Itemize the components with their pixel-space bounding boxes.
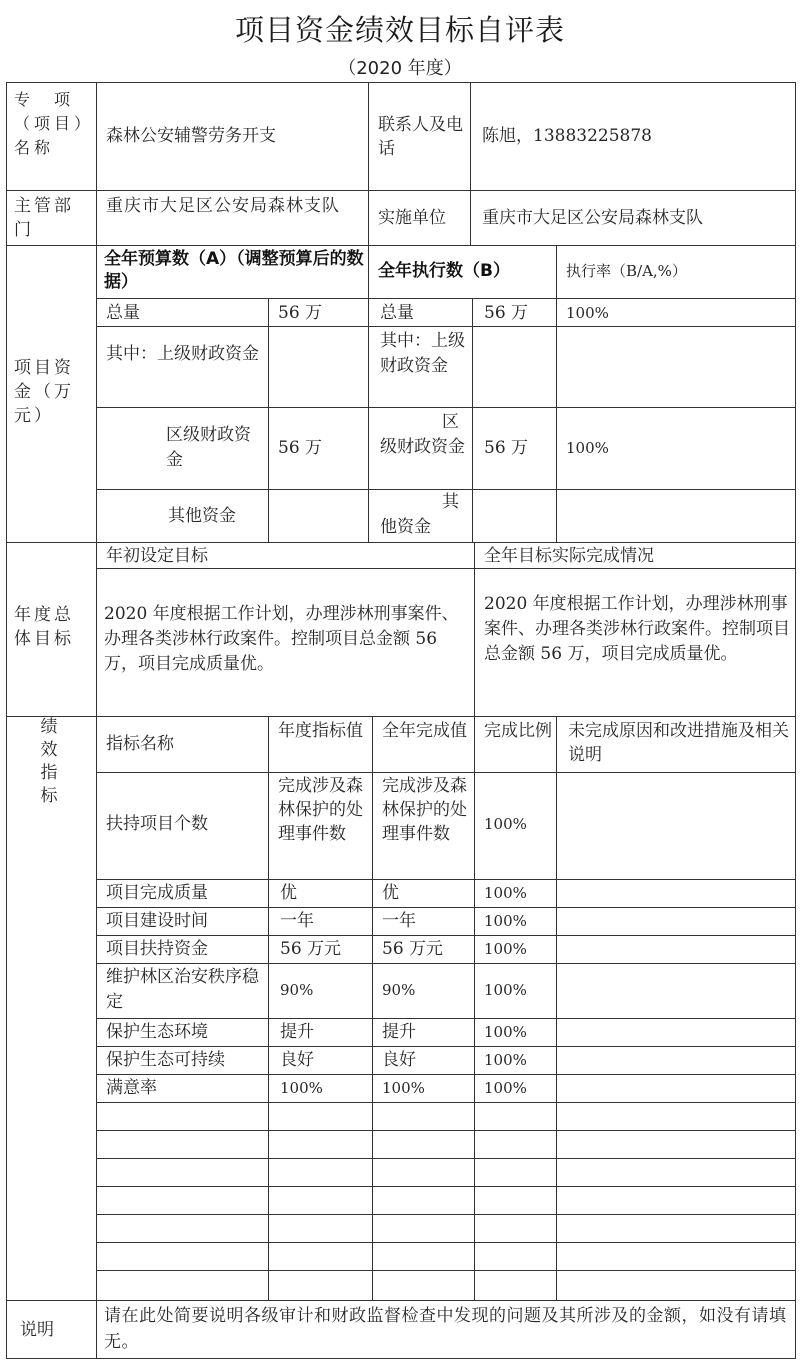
table-border: [6, 82, 796, 83]
row-divider: [96, 1130, 796, 1131]
ind-row-name: 项目完成质量: [106, 883, 208, 903]
ind-header-name: 指标名称: [106, 734, 174, 754]
fund-total-label: 总量: [106, 303, 140, 323]
note-text: 请在此处简要说明各级审计和财政监督检查中发现的问题及其所涉及的金额，如没有请填无。: [104, 1306, 787, 1352]
form-year: （2020 年度）: [338, 58, 462, 79]
funds-section-label: 项目资金（万元）: [14, 358, 74, 426]
note-label: 说明: [20, 1320, 54, 1340]
ind-header-ratio: 完成比例: [484, 721, 552, 741]
ind-row-name: 满意率: [106, 1078, 157, 1098]
budget-header: 全年预算数（A）（调整预算后的数据）: [104, 249, 364, 292]
ind-row-ratio: 100%: [484, 1051, 527, 1069]
project-name-label: 专 项（项目）名称: [14, 90, 87, 157]
rate-header: 执行率（B/A,%）: [566, 262, 687, 280]
row-divider: [6, 716, 796, 717]
row-divider: [96, 1158, 796, 1159]
ind-row-target: 优: [280, 883, 297, 903]
fund-total-budget: 56 万: [278, 303, 323, 323]
row-divider: [96, 1074, 796, 1075]
row-divider: [6, 542, 796, 543]
ind-row-name: 项目建设时间: [106, 911, 208, 931]
ind-row-ratio: 100%: [484, 815, 527, 833]
row-divider: [96, 298, 796, 299]
ind-row-target: 一年: [280, 911, 314, 931]
ind-row-name: 扶持项目个数: [106, 814, 208, 834]
fund-total-rate: 100%: [566, 304, 609, 322]
row-divider: [96, 1046, 796, 1047]
fund-total-exec-label: 总量: [380, 303, 414, 323]
row-divider: [96, 1186, 796, 1187]
col-divider: [368, 82, 369, 245]
ind-row-ratio: 100%: [484, 1079, 527, 1097]
row-divider: [6, 245, 796, 246]
ind-row-name: 维护林区治安秩序稳定: [106, 967, 259, 1012]
ind-row-target: 提升: [280, 1022, 314, 1042]
contact-value: 陈旭，13883225878: [482, 126, 652, 146]
goals-set-text: 2020 年度根据工作计划，办理涉林刑事案件、办理各类涉林行政案件。控制项目总金额 56 万，项目完成质量优。: [104, 604, 459, 674]
ind-row-target: 良好: [280, 1050, 314, 1070]
ind-row-done: 完成涉及森林保护的处理事件数: [382, 776, 467, 844]
row-divider: [96, 407, 796, 408]
impl-value: 重庆市大足区公安局森林支队: [482, 208, 703, 228]
row-divider: [96, 1242, 796, 1243]
col-divider: [470, 82, 471, 245]
fund-district-budget: 56 万: [278, 438, 323, 458]
col-divider: [368, 245, 369, 542]
contact-label: 联系人及电话: [378, 115, 463, 159]
fund-superior-exec-label: 其中：上级财政资金: [380, 331, 465, 376]
ind-header-target: 年度指标值: [278, 721, 363, 741]
row-divider: [96, 963, 796, 964]
ind-row-done: 56 万元: [382, 939, 444, 959]
dept-label: 主管部门: [14, 196, 74, 240]
goals-section-label: 年度总体目标: [14, 605, 74, 649]
ind-row-name: 项目扶持资金: [106, 939, 208, 959]
row-divider: [96, 879, 796, 880]
dept-value: 重庆市大足区公安局森林支队: [106, 196, 340, 216]
ind-header-done: 全年完成值: [382, 721, 467, 741]
row-divider: [6, 1300, 796, 1301]
ind-header-notes: 未完成原因和改进措施及相关说明: [568, 721, 789, 765]
col-divider: [474, 542, 475, 716]
col-divider: [268, 298, 269, 542]
fund-other-label: 其他资金: [168, 506, 236, 526]
col-divider: [472, 298, 473, 542]
goals-actual-header: 全年目标实际完成情况: [484, 546, 654, 566]
ind-row-done: 优: [382, 883, 399, 903]
row-divider: [96, 935, 796, 936]
row-divider: [96, 568, 796, 569]
ind-row-target: 56 万元: [280, 939, 342, 959]
fund-total-exec: 56 万: [484, 303, 529, 323]
col-divider: [556, 245, 557, 542]
goals-set-header: 年初设定目标: [106, 546, 208, 566]
form-title: 项目资金绩效目标自评表: [234, 13, 565, 47]
ind-row-ratio: 100%: [484, 981, 527, 999]
ind-row-done: 良好: [382, 1050, 416, 1070]
ind-row-done: 一年: [382, 911, 416, 931]
ind-row-target: 100%: [280, 1079, 323, 1097]
fund-district-exec: 56 万: [484, 438, 529, 458]
row-divider: [96, 1102, 796, 1103]
goals-actual-text: 2020 年度根据工作计划，办理涉林刑事案件、办理各类涉林行政案件。控制项目总金额 56 万，项目完成质量优。: [484, 594, 790, 664]
row-divider: [96, 907, 796, 908]
row-divider: [96, 1214, 796, 1215]
table-border: [6, 1358, 796, 1359]
fund-other-exec-label: 其他资金: [380, 492, 459, 537]
table-border: [795, 82, 796, 1358]
impl-label: 实施单位: [378, 208, 446, 228]
exec-header: 全年执行数（B）: [378, 261, 510, 281]
ind-row-ratio: 100%: [484, 912, 527, 930]
ind-row-ratio: 100%: [484, 1023, 527, 1041]
ind-row-target: 完成涉及森林保护的处理事件数: [278, 776, 363, 844]
row-divider: [96, 326, 796, 327]
ind-row-name: 保护生态环境: [106, 1022, 208, 1042]
ind-row-target: 90%: [280, 981, 314, 999]
indicators-section-label: 绩效指标: [40, 717, 58, 806]
row-divider: [96, 1018, 796, 1019]
fund-district-rate: 100%: [566, 439, 609, 457]
row-divider: [6, 190, 796, 191]
ind-row-done: 提升: [382, 1022, 416, 1042]
fund-superior-label: 其中：上级财政资金: [106, 344, 259, 364]
ind-row-done: 90%: [382, 981, 416, 999]
ind-row-ratio: 100%: [484, 884, 527, 902]
ind-row-ratio: 100%: [484, 940, 527, 958]
ind-row-done: 100%: [382, 1079, 425, 1097]
project-name-value: 森林公安辅警劳务开支: [106, 126, 276, 146]
ind-row-name: 保护生态可持续: [106, 1050, 225, 1070]
row-divider: [96, 1270, 796, 1271]
fund-district-exec-label: 区级财政资金: [380, 412, 465, 457]
table-border: [6, 82, 7, 1358]
col-divider: [96, 82, 97, 1358]
fund-district-label: 区级财政资金: [166, 425, 251, 470]
